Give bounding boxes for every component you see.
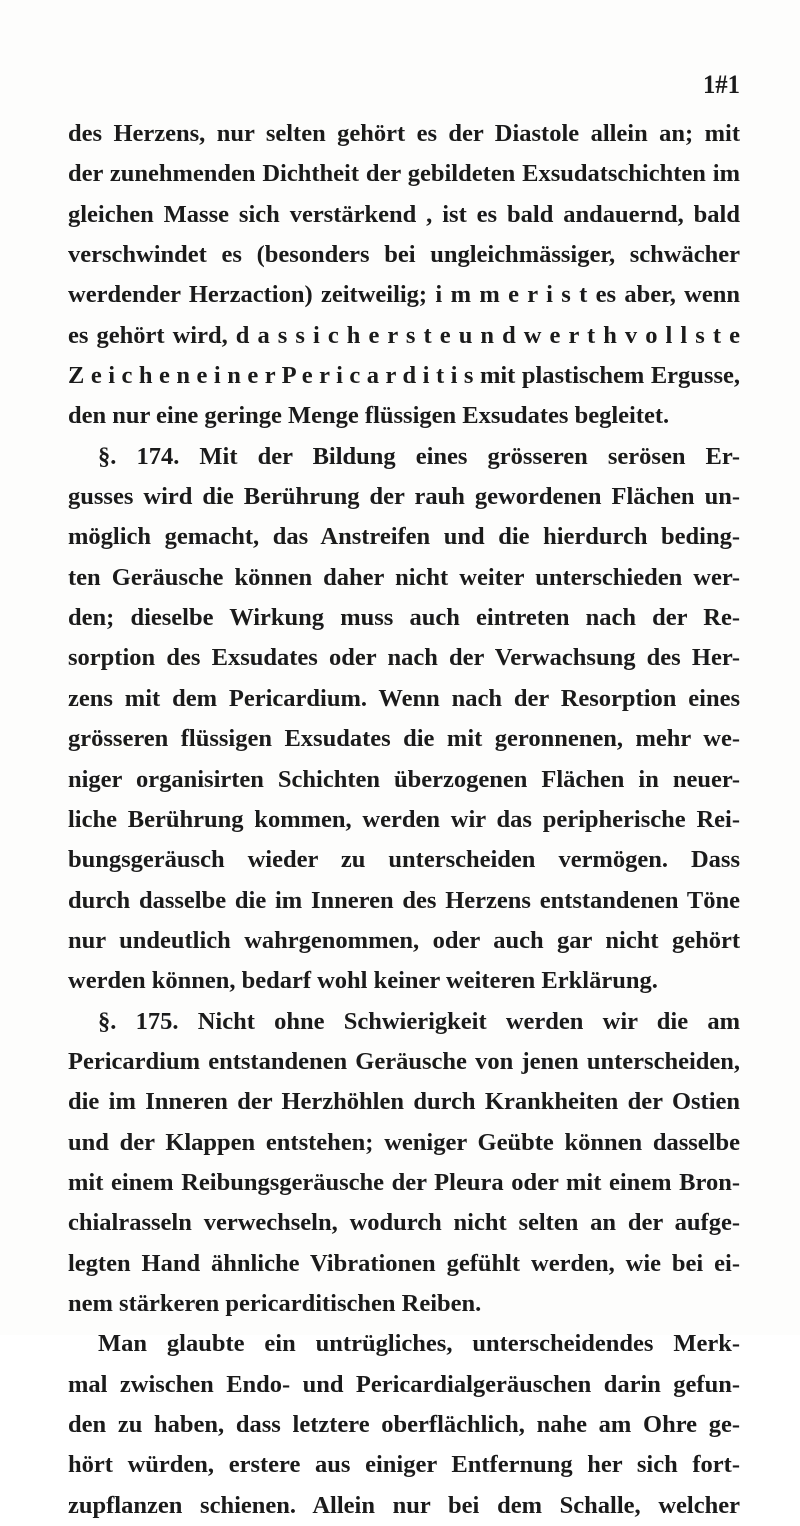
text-line: werden können, bedarf wohl keiner weiteren Erklärung. xyxy=(68,967,658,995)
text-line: §. 175. Nicht ohne Schwierigkeit werden wir die am xyxy=(98,1007,740,1035)
text-line: werdender Herzaction) zeitweilig; i m m e r i s t es aber, wenn xyxy=(68,281,740,309)
page-number: 1#1 xyxy=(702,70,740,99)
text-line: zens mit dem Pericardium. Wenn nach der Resorption eines xyxy=(68,684,740,712)
text-line: möglich gemacht, das Anstreifen und die hierdurch beding- xyxy=(68,523,740,551)
text-line: hört würden, erstere aus einiger Entfernung her sich fort- xyxy=(68,1451,740,1479)
text-line: niger organisirten Schichten überzogenen Flächen in neuer- xyxy=(68,765,740,793)
text-line: grösseren flüssigen Exsudates die mit geronnenen, mehr we- xyxy=(68,725,740,753)
text-line: zupflanzen schienen. Allein nur bei dem Schalle, welcher xyxy=(68,1491,740,1519)
text-line: die im Inneren der Herzhöhlen durch Krankheiten der Ostien xyxy=(68,1088,740,1116)
text-line: durch dasselbe die im Inneren des Herzens entstandenen Töne xyxy=(68,886,740,914)
text-line: liche Berührung kommen, werden wir das peripherische Rei- xyxy=(68,805,740,833)
text-line: Pericardium entstandenen Geräusche von jenen unterscheiden, xyxy=(68,1047,740,1075)
text-line: den zu haben, dass letztere oberflächlich, nahe am Ohre ge- xyxy=(68,1411,740,1438)
text-line: bungsgeräusch wieder zu unterscheiden vermögen. Dass xyxy=(68,846,740,874)
text-line: des Herzens, nur selten gehört es der Diastole allein an; mit xyxy=(68,120,740,147)
text-line: Man glaubte ein untrügliches, unterscheidendes Merk- xyxy=(98,1330,740,1358)
text-line: §. 174. Mit der Bildung eines grösseren serösen Er- xyxy=(98,442,740,470)
text-line: verschwindet es (besonders bei ungleichmässiger, schwächer xyxy=(68,241,740,269)
text-line: nem stärkeren pericarditischen Reiben. xyxy=(68,1289,482,1317)
text-line: den; dieselbe Wirkung muss auch eintreten nach der Re- xyxy=(68,604,740,632)
text-line: gusses wird die Berührung der rauh gewordenen Flächen un- xyxy=(68,483,740,511)
text-line: gleichen Masse sich verstärkend , ist es bald andauernd, bald xyxy=(68,200,740,228)
body-text xyxy=(68,114,740,1526)
text-line: mit einem Reibungsgeräusche der Pleura oder mit einem Bron- xyxy=(68,1168,740,1196)
text-line: ten Geräusche können daher nicht weiter unterschieden wer- xyxy=(68,563,740,591)
text-line: legten Hand ähnliche Vibrationen gefühlt werden, wie bei ei- xyxy=(68,1249,740,1277)
text-line: Z e i c h e n e i n e r P e r i c a r d i t i s mit plastischem Ergusse, xyxy=(68,362,740,390)
text-line: und der Klappen entstehen; weniger Geübte können dasselbe xyxy=(68,1128,740,1156)
text-line: es gehört wird, d a s s i c h e r s t e u n d w e r t h v o l l s t e xyxy=(68,321,740,349)
text-line: nur undeutlich wahrgenommen, oder auch gar nicht gehört xyxy=(68,926,740,954)
text-line: der zunehmenden Dichtheit der gebildeten Exsudatschichten im xyxy=(68,160,740,188)
text-line: sorption des Exsudates oder nach der Verwachsung des Her- xyxy=(68,644,740,672)
text-line: mal zwischen Endo- und Pericardialgeräuschen darin gefun- xyxy=(68,1370,740,1398)
text-line: den nur eine geringe Menge flüssigen Exsudates begleitet. xyxy=(68,402,670,430)
text-line: chialrasseln verwechseln, wodurch nicht selten an der aufge- xyxy=(68,1209,740,1237)
